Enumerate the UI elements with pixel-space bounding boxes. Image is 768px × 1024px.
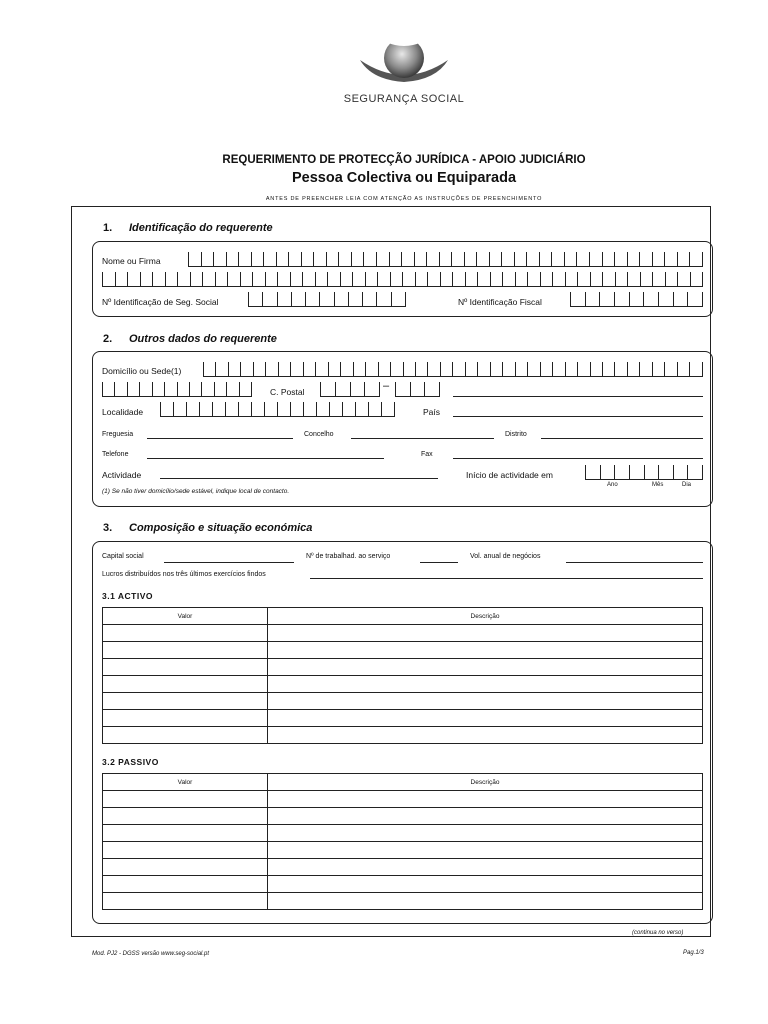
fax-input[interactable] bbox=[453, 458, 703, 459]
postal-locality-line[interactable] bbox=[453, 396, 703, 397]
district-input[interactable] bbox=[541, 438, 703, 439]
continue-note: (continua no verso) bbox=[632, 930, 684, 936]
table-row[interactable] bbox=[103, 659, 703, 676]
postal-code-input-1[interactable] bbox=[320, 382, 380, 397]
table-header-row bbox=[103, 608, 703, 625]
volume-input[interactable] bbox=[566, 562, 703, 563]
table-row[interactable] bbox=[103, 808, 703, 825]
profits-input[interactable] bbox=[310, 578, 703, 579]
postal-code-label: C. Postal bbox=[270, 387, 305, 397]
parish-label: Freguesia bbox=[102, 431, 134, 438]
table-row[interactable] bbox=[103, 876, 703, 893]
fiscal-id-input[interactable] bbox=[570, 292, 703, 307]
volume-label: Vol. anual de negócios bbox=[470, 553, 541, 560]
table-row[interactable] bbox=[103, 842, 703, 859]
parish-input[interactable] bbox=[147, 438, 293, 439]
liabilities-title: 3.2 PASSIVO bbox=[102, 757, 159, 767]
workers-label: Nº de trabalhad. ao serviço bbox=[306, 553, 391, 560]
county-label: Concelho bbox=[304, 431, 334, 438]
table-row[interactable] bbox=[103, 693, 703, 710]
profits-label: Lucros distribuídos nos três últimos exercícios findos bbox=[102, 571, 266, 578]
assets-col-description: Descrição bbox=[268, 608, 703, 625]
phone-label: Telefone bbox=[102, 451, 129, 458]
table-row[interactable] bbox=[103, 727, 703, 744]
page-number: Pag.1/3 bbox=[683, 950, 704, 956]
name-input-row2[interactable] bbox=[102, 272, 703, 287]
table-row[interactable] bbox=[103, 625, 703, 642]
name-input-row1[interactable] bbox=[188, 252, 703, 267]
locality-label: Localidade bbox=[102, 407, 144, 417]
domicile-label: Domicílio ou Sede(1) bbox=[102, 366, 182, 376]
locality-input[interactable] bbox=[160, 402, 395, 417]
table-row[interactable] bbox=[103, 676, 703, 693]
liabilities-table bbox=[102, 773, 703, 910]
country-label: País bbox=[423, 407, 441, 417]
name-label: Nome ou Firma bbox=[102, 256, 161, 266]
ss-id-label: Nº Identificação de Seg. Social bbox=[102, 297, 219, 307]
country-input[interactable] bbox=[453, 416, 703, 417]
assets-table bbox=[102, 607, 703, 744]
postal-code-separator: – bbox=[383, 380, 390, 392]
section-1-title: 1. Identificação do requerente bbox=[103, 222, 273, 234]
domicile-input-row1[interactable] bbox=[203, 362, 703, 377]
table-row[interactable] bbox=[103, 859, 703, 876]
brand-name: SEGURANÇA SOCIAL bbox=[343, 93, 465, 105]
domicile-input-row2[interactable] bbox=[102, 382, 252, 397]
capital-label: Capital social bbox=[102, 553, 144, 560]
form-title: REQUERIMENTO DE PROTECÇÃO JURÍDICA - APOIO JUDICIÁRIO bbox=[222, 154, 586, 166]
postal-code-input-2[interactable] bbox=[395, 382, 440, 397]
table-row[interactable] bbox=[103, 791, 703, 808]
activity-input[interactable] bbox=[160, 478, 438, 479]
table-header-row bbox=[103, 774, 703, 791]
fiscal-id-label: Nº Identificação Fiscal bbox=[458, 297, 542, 307]
ss-id-input[interactable] bbox=[248, 292, 406, 307]
model-reference: Mod. PJ2 - DGSS versão www.seg-social.pt bbox=[92, 951, 210, 957]
county-input[interactable] bbox=[351, 438, 494, 439]
section-3-title: 3. Composição e situação económica bbox=[103, 522, 313, 534]
day-label: Dia bbox=[682, 482, 692, 488]
assets-title: 3.1 ACTIVO bbox=[102, 591, 153, 601]
table-row[interactable] bbox=[103, 893, 703, 910]
district-label: Distrito bbox=[505, 431, 527, 438]
assets-col-value: Valor bbox=[103, 608, 268, 625]
instructions-note: ANTES DE PREENCHER LEIA COM ATENÇÃO AS INSTRUÇÕES DE PREENCHIMENTO bbox=[265, 196, 543, 202]
workers-input[interactable] bbox=[420, 562, 458, 563]
activity-label: Actividade bbox=[102, 470, 142, 480]
activity-start-label: Início de actividade em bbox=[466, 470, 553, 480]
domicile-footnote: (1) Se não tiver domicílio/sede estável, indique local de contacto. bbox=[102, 488, 290, 495]
liabilities-col-value: Valor bbox=[103, 774, 268, 791]
capital-input[interactable] bbox=[164, 562, 294, 563]
form-subtitle: Pessoa Colectiva ou Equiparada bbox=[291, 170, 517, 186]
year-label: Ano bbox=[607, 482, 618, 488]
seguranca-social-logo-icon bbox=[356, 30, 452, 90]
phone-input[interactable] bbox=[147, 458, 384, 459]
table-row[interactable] bbox=[103, 710, 703, 727]
month-label: Mês bbox=[652, 482, 664, 488]
fax-label: Fax bbox=[421, 451, 433, 458]
liabilities-col-description: Descrição bbox=[268, 774, 703, 791]
table-row[interactable] bbox=[103, 642, 703, 659]
table-row[interactable] bbox=[103, 825, 703, 842]
activity-start-input[interactable] bbox=[585, 465, 703, 480]
section-2-title: 2. Outros dados do requerente bbox=[103, 333, 277, 345]
